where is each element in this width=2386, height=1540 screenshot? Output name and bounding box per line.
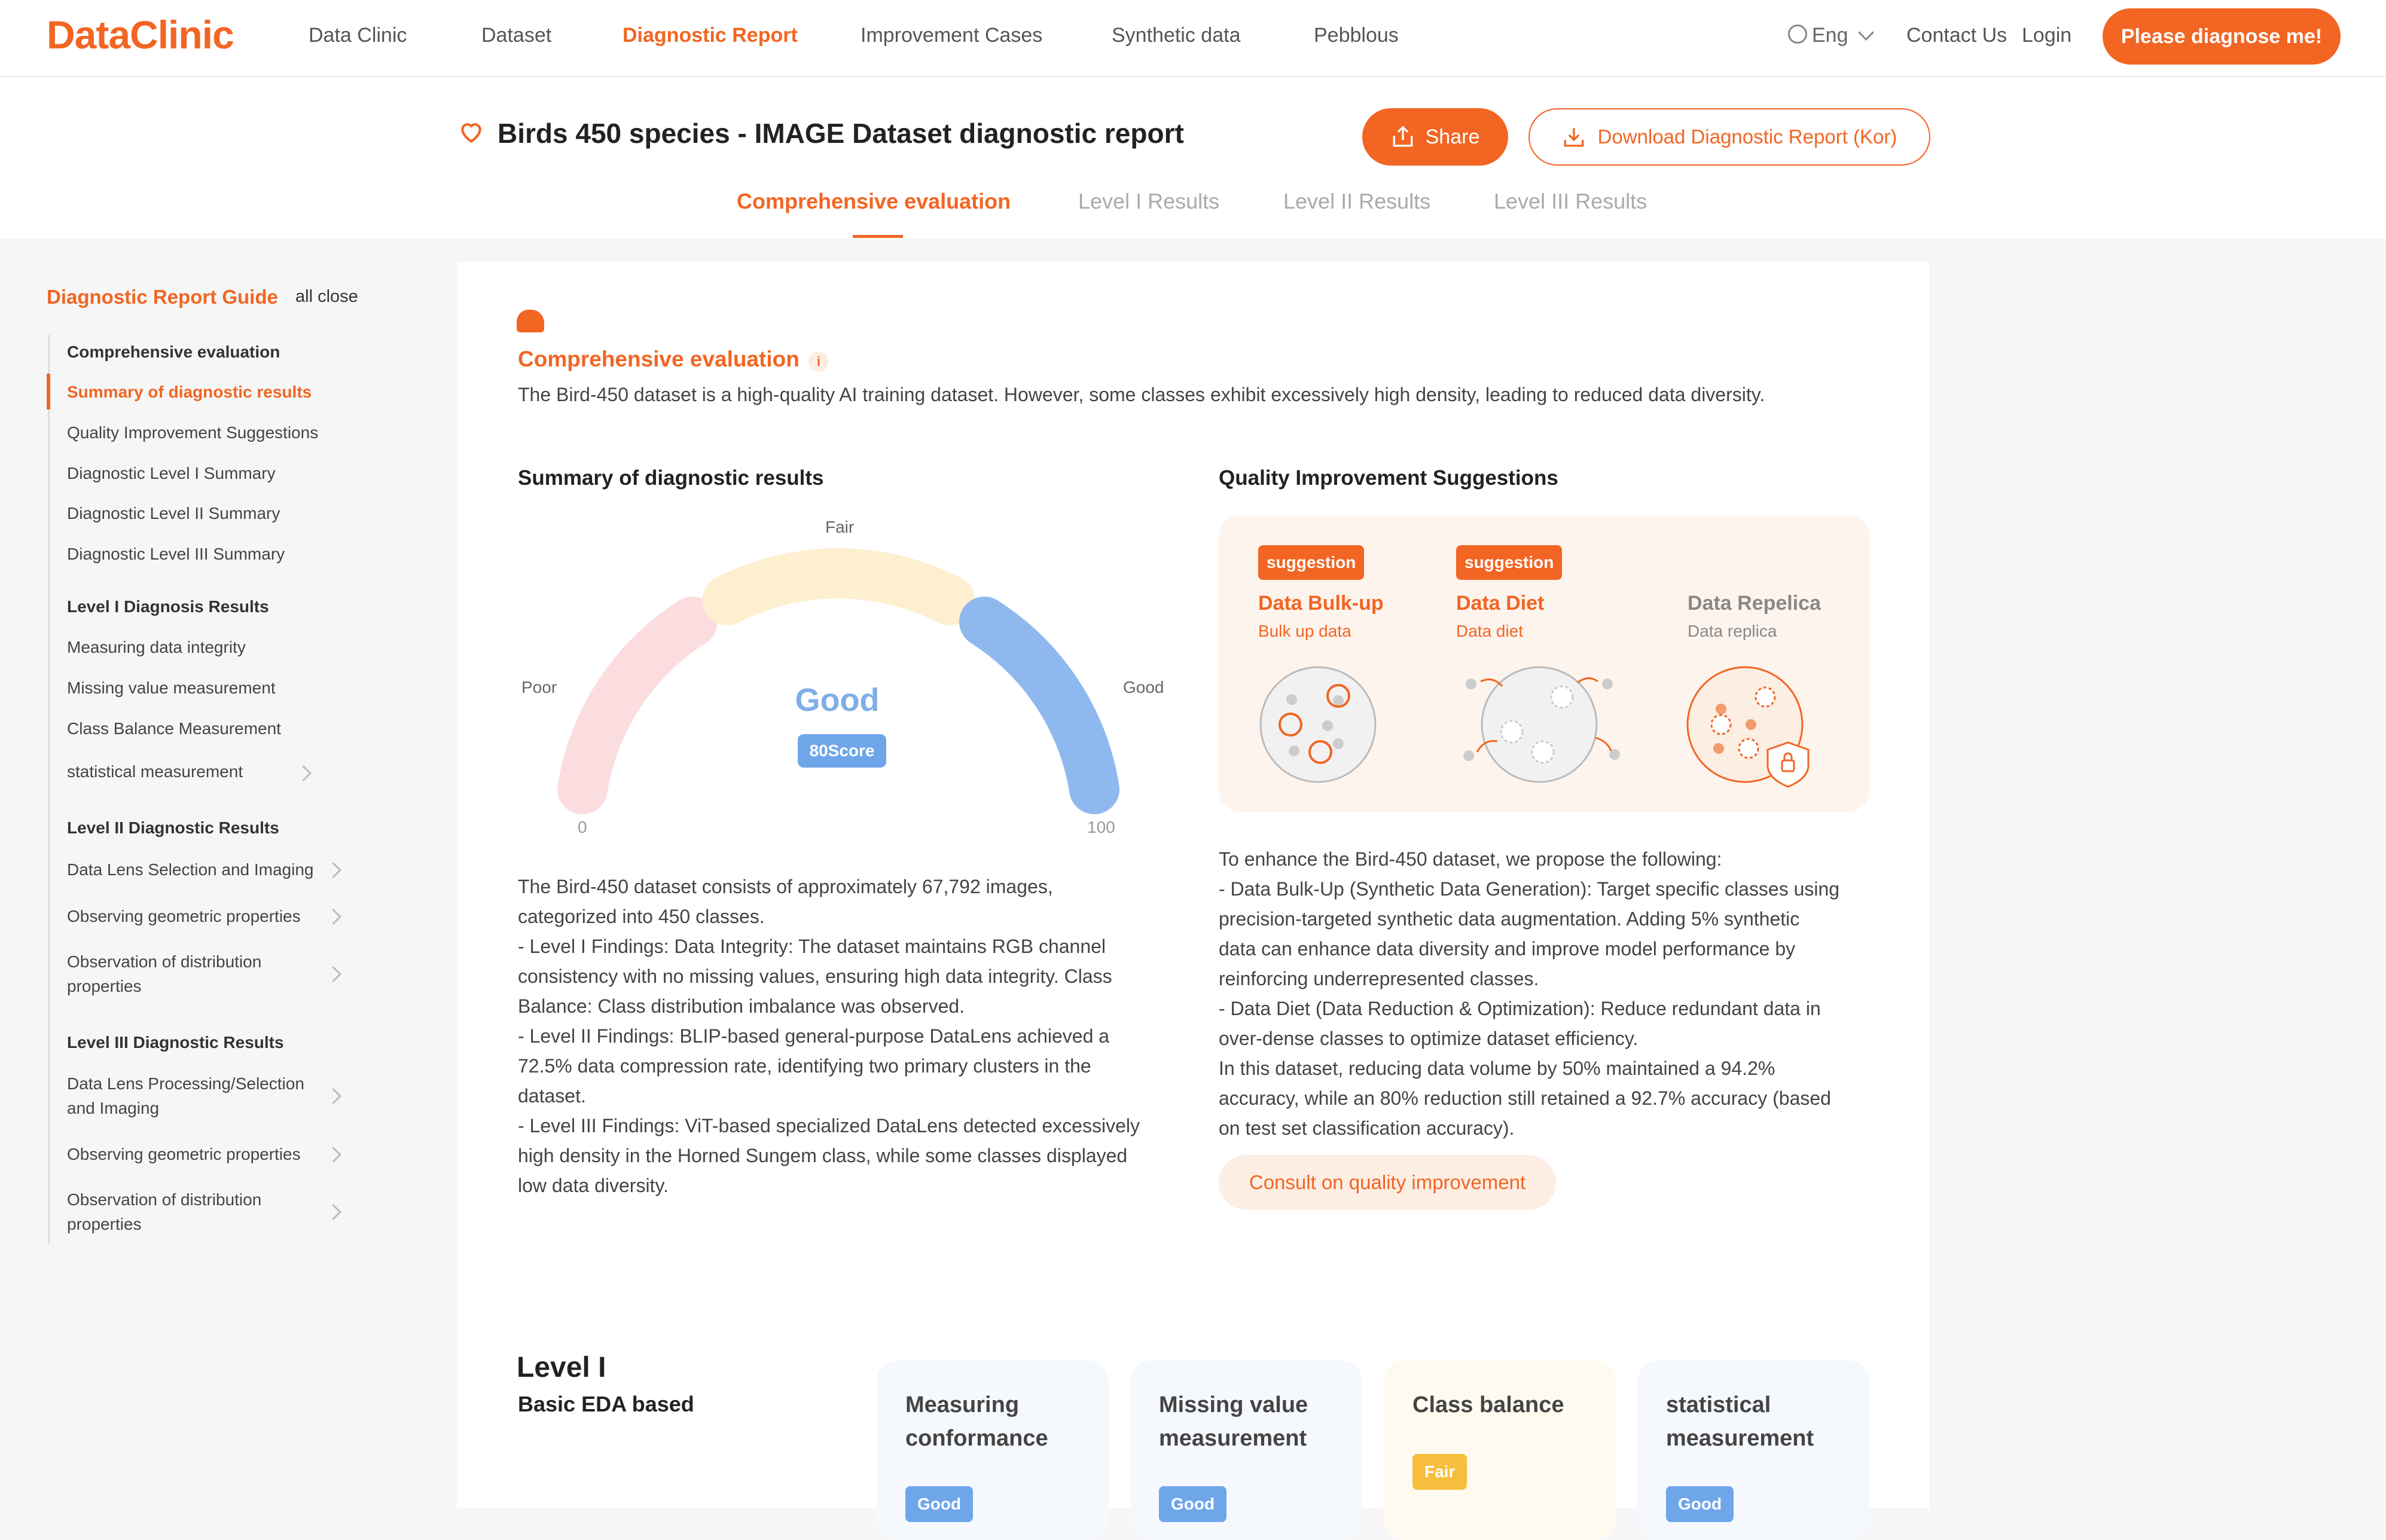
card-title bbox=[1159, 1388, 1308, 1455]
section-title: Comprehensive evaluation bbox=[518, 347, 800, 371]
card-title bbox=[1666, 1388, 1814, 1455]
summary-line: low data diversity. bbox=[518, 1175, 669, 1196]
sidebar-item-class-balance[interactable]: Class Balance Measurement bbox=[67, 719, 281, 738]
summary-text bbox=[518, 872, 1140, 1200]
chevron-right-icon bbox=[295, 765, 312, 781]
card-title-line: measurement bbox=[1159, 1426, 1307, 1451]
sidebar-item-distribution-l3-cont[interactable]: properties bbox=[67, 1215, 142, 1233]
sidebar-item-level2-results[interactable]: Level II Diagnostic Results bbox=[67, 818, 279, 837]
quality-text bbox=[1219, 844, 1839, 1143]
sidebar-item-level2-summary[interactable]: Diagnostic Level II Summary bbox=[67, 504, 280, 522]
gauge-good-label: Good bbox=[1123, 678, 1164, 696]
data-replica-illustration bbox=[1685, 665, 1823, 788]
dataclinic-logo[interactable]: DataClinic bbox=[47, 13, 234, 57]
sidebar-item-level1-summary[interactable]: Diagnostic Level I Summary bbox=[67, 464, 276, 482]
chevron-down-icon bbox=[1858, 25, 1874, 41]
nav-item-diagnostic-report[interactable]: Diagnostic Report bbox=[623, 24, 798, 47]
chevron-right-icon bbox=[325, 1147, 341, 1163]
quality-line: accuracy, while an 80% reduction still retained a 92.7% accuracy (based bbox=[1219, 1087, 1831, 1109]
sidebar-item-missing-value[interactable]: Missing value measurement bbox=[67, 679, 276, 697]
language-label: Eng bbox=[1812, 24, 1848, 47]
sidebar-item-lens-selection[interactable]: Data Lens Selection and Imaging bbox=[67, 860, 314, 879]
summary-line: 72.5% data compression rate, identifying two primary clusters in the bbox=[518, 1055, 1091, 1077]
suggestion-tag: suggestion bbox=[1258, 545, 1364, 580]
consult-button[interactable]: Consult on quality improvement bbox=[1219, 1155, 1556, 1210]
data-diet-title[interactable]: Data Diet bbox=[1456, 592, 1545, 615]
gauge-fair-arc bbox=[727, 573, 950, 600]
data-diet-desc: Data diet bbox=[1456, 622, 1524, 640]
bulk-up-title[interactable]: Data Bulk-up bbox=[1258, 592, 1384, 615]
nav-item-synthetic-data[interactable]: Synthetic data bbox=[1112, 24, 1241, 47]
status-badge: Good bbox=[905, 1486, 973, 1522]
download-icon bbox=[1562, 126, 1586, 148]
chevron-right-icon bbox=[325, 1088, 341, 1104]
sidebar-item-summary[interactable]: Summary of diagnostic results bbox=[67, 383, 312, 401]
sidebar-item-lens-processing[interactable]: Data Lens Processing/Selection bbox=[67, 1074, 304, 1093]
summary-line: categorized into 450 classes. bbox=[518, 906, 765, 927]
summary-line: high density in the Horned Sungem class, while some classes displayed bbox=[518, 1145, 1128, 1166]
gauge-max-label: 100 bbox=[1087, 818, 1115, 836]
status-badge: Good bbox=[1666, 1486, 1734, 1522]
data-replica-title[interactable]: Data Repelica bbox=[1688, 592, 1821, 615]
summary-line: - Level III Findings: ViT-based specialized DataLens detected excessively bbox=[518, 1115, 1140, 1136]
nav-item-improvement-cases[interactable]: Improvement Cases bbox=[861, 24, 1043, 47]
quality-line: on test set classification accuracy). bbox=[1219, 1117, 1515, 1139]
share-button[interactable] bbox=[1362, 108, 1508, 166]
gauge-good-arc bbox=[984, 622, 1094, 789]
level1-title: Level I bbox=[517, 1352, 606, 1383]
card-title-line: Missing value bbox=[1159, 1392, 1308, 1417]
quality-title: Quality Improvement Suggestions bbox=[1219, 466, 1558, 490]
tab-comprehensive-evaluation[interactable]: Comprehensive evaluation bbox=[737, 189, 1011, 213]
quality-line: precision-targeted synthetic data augmentation. Adding 5% synthetic bbox=[1219, 908, 1800, 930]
tab-level-3-results[interactable]: Level III Results bbox=[1494, 189, 1647, 213]
sidebar-item-level3-summary[interactable]: Diagnostic Level III Summary bbox=[67, 545, 285, 563]
card-title bbox=[1412, 1388, 1564, 1422]
share-icon bbox=[1391, 126, 1415, 148]
bulk-up-illustration bbox=[1258, 665, 1378, 784]
summary-line: dataset. bbox=[518, 1085, 586, 1107]
gauge-poor-label: Poor bbox=[521, 678, 557, 696]
download-report-button[interactable] bbox=[1528, 108, 1930, 166]
summary-line: Balance: Class distribution imbalance was observed. bbox=[518, 995, 965, 1017]
quality-line: - Data Bulk-Up (Synthetic Data Generation): Target specific classes using bbox=[1219, 878, 1840, 900]
data-replica-desc: Data replica bbox=[1688, 622, 1777, 640]
sidebar-item-geometric-l3[interactable]: Observing geometric properties bbox=[67, 1145, 301, 1163]
download-label: Download Diagnostic Report (Kor) bbox=[1597, 126, 1897, 148]
data-diet-illustration bbox=[1459, 665, 1627, 784]
report-title: Birds 450 species - IMAGE Dataset diagnostic report bbox=[498, 118, 1184, 149]
info-icon[interactable]: i bbox=[808, 352, 829, 372]
chevron-right-icon bbox=[325, 966, 341, 982]
intro-text: The Bird-450 dataset is a high-quality AI training dataset. However, some classes exhibit excessively high density, leading to reduced data diversity. bbox=[518, 384, 1765, 405]
gauge-min-label: 0 bbox=[578, 818, 587, 836]
sidebar-item-distribution-l3[interactable]: Observation of distribution bbox=[67, 1190, 262, 1209]
sidebar-item-quality-improvement[interactable]: Quality Improvement Suggestions bbox=[67, 423, 319, 442]
status-badge: Fair bbox=[1412, 1454, 1467, 1490]
sidebar-track bbox=[48, 335, 50, 1243]
suggestion-tag: suggestion bbox=[1456, 545, 1562, 580]
globe-icon bbox=[1788, 25, 1807, 44]
tab-level-2-results[interactable]: Level II Results bbox=[1283, 189, 1431, 213]
card-title-line: measurement bbox=[1666, 1426, 1814, 1451]
quality-line: data can enhance data diversity and improve model performance by bbox=[1219, 938, 1796, 960]
summary-line: - Level II Findings: BLIP-based general-purpose DataLens achieved a bbox=[518, 1025, 1110, 1047]
login-link[interactable]: Login bbox=[2022, 24, 2072, 47]
quality-line: In this dataset, reducing data volume by 50% maintained a 94.2% bbox=[1219, 1058, 1775, 1079]
report-header bbox=[0, 77, 2386, 239]
language-selector[interactable] bbox=[1788, 24, 1872, 47]
sidebar-item-distribution-l2-cont[interactable]: properties bbox=[67, 977, 142, 995]
gauge-fair-label: Fair bbox=[825, 518, 855, 536]
sidebar-item-level3-results[interactable]: Level III Diagnostic Results bbox=[67, 1033, 284, 1052]
chevron-right-icon bbox=[325, 862, 341, 878]
contact-us-link[interactable]: Contact Us bbox=[1906, 24, 2007, 47]
level1-card-class-balance[interactable] bbox=[1384, 1361, 1616, 1540]
summary-line: - Level I Findings: Data Integrity: The dataset maintains RGB channel bbox=[518, 936, 1106, 957]
sidebar-item-level1-results[interactable]: Level I Diagnosis Results bbox=[67, 597, 269, 616]
card-title-line: Measuring bbox=[905, 1392, 1020, 1417]
status-badge: Good bbox=[1159, 1486, 1226, 1522]
sidebar-item-statistical[interactable]: statistical measurement bbox=[67, 762, 243, 781]
quality-line: - Data Diet (Data Reduction & Optimization): Reduce redundant data in bbox=[1219, 998, 1821, 1019]
card-title-line: Class balance bbox=[1412, 1392, 1564, 1417]
quality-line: To enhance the Bird-450 dataset, we propose the following: bbox=[1219, 848, 1722, 870]
gauge-poor-arc bbox=[582, 622, 692, 789]
card-title-line: statistical bbox=[1666, 1392, 1771, 1417]
cloud-icon bbox=[517, 310, 544, 332]
all-close-button[interactable]: all close bbox=[295, 287, 358, 306]
sidebar-item-distribution-l2[interactable]: Observation of distribution bbox=[67, 952, 262, 971]
score-badge: 80Score bbox=[798, 734, 886, 768]
card-title-line: conformance bbox=[905, 1426, 1048, 1451]
sidebar-active-indicator bbox=[47, 374, 50, 410]
nav-item-data-clinic[interactable]: Data Clinic bbox=[309, 24, 407, 47]
card-title bbox=[905, 1388, 1048, 1455]
summary-line: The Bird-450 dataset consists of approximately 67,792 images, bbox=[518, 876, 1053, 897]
chevron-right-icon bbox=[325, 1204, 341, 1220]
share-label: Share bbox=[1425, 125, 1480, 148]
top-navigation-bar bbox=[0, 0, 2386, 77]
sidebar-item-geometric-l2[interactable]: Observing geometric properties bbox=[67, 907, 301, 925]
quality-line: reinforcing underrepresented classes. bbox=[1219, 968, 1539, 989]
tab-level-1-results[interactable]: Level I Results bbox=[1078, 189, 1220, 213]
chevron-right-icon bbox=[325, 909, 341, 925]
bulk-up-desc: Bulk up data bbox=[1258, 622, 1351, 640]
sidebar-item-data-integrity[interactable]: Measuring data integrity bbox=[67, 638, 246, 656]
heart-icon[interactable] bbox=[458, 118, 484, 145]
diagnose-me-button[interactable]: Please diagnose me! bbox=[2103, 8, 2341, 65]
guide-title: Diagnostic Report Guide bbox=[47, 286, 278, 308]
level1-subtitle: Basic EDA based bbox=[518, 1392, 694, 1416]
nav-item-pebblous[interactable]: Pebblous bbox=[1314, 24, 1399, 47]
gauge-rating: Good bbox=[795, 682, 880, 718]
sidebar-item-comprehensive-evaluation[interactable]: Comprehensive evaluation bbox=[67, 343, 280, 361]
summary-line: consistency with no missing values, ensuring high data integrity. Class bbox=[518, 965, 1112, 987]
sidebar-item-lens-processing-cont[interactable]: and Imaging bbox=[67, 1099, 160, 1117]
quality-line: over-dense classes to optimize dataset efficiency. bbox=[1219, 1028, 1639, 1049]
nav-item-dataset[interactable]: Dataset bbox=[481, 24, 552, 47]
active-tab-indicator bbox=[853, 235, 903, 238]
summary-title: Summary of diagnostic results bbox=[518, 466, 824, 490]
